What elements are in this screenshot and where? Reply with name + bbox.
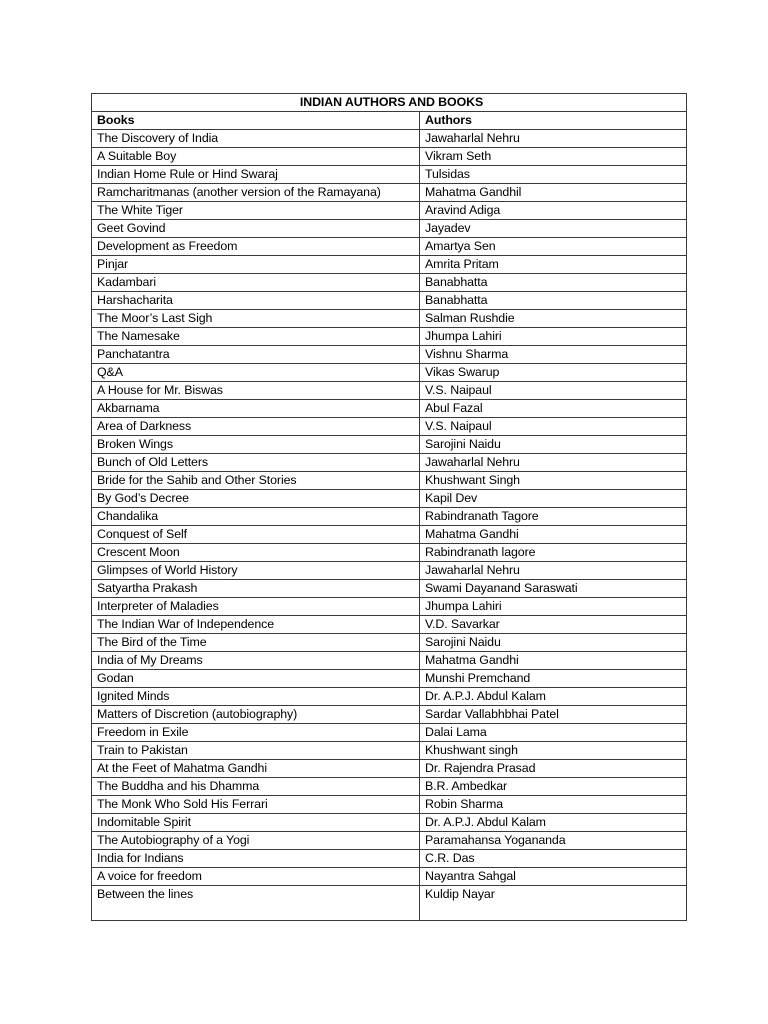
table-row bbox=[92, 256, 687, 274]
book-title-cell: Godan bbox=[92, 670, 420, 688]
author-name-cell: Jawaharlal Nehru bbox=[420, 562, 687, 580]
book-title-cell: A House for Mr. Biswas bbox=[92, 382, 420, 400]
table-row bbox=[92, 688, 687, 706]
book-title-cell: Q&A bbox=[92, 364, 420, 382]
book-title-cell: The Bird of the Time bbox=[92, 634, 420, 652]
table-row bbox=[92, 796, 687, 814]
table-row bbox=[92, 454, 687, 472]
table-row bbox=[92, 742, 687, 760]
table-row bbox=[92, 202, 687, 220]
author-name-cell: Vikas Swarup bbox=[420, 364, 687, 382]
book-title-cell: A Suitable Boy bbox=[92, 148, 420, 166]
authors-column-header: Authors bbox=[420, 112, 687, 130]
table-row bbox=[92, 616, 687, 634]
book-title-cell: Between the lines bbox=[92, 886, 420, 921]
author-name-cell: Robin Sharma bbox=[420, 796, 687, 814]
book-title-cell: The White Tiger bbox=[92, 202, 420, 220]
author-name-cell: Banabhatta bbox=[420, 274, 687, 292]
table-row bbox=[92, 508, 687, 526]
table-row bbox=[92, 580, 687, 598]
table-row bbox=[92, 724, 687, 742]
book-title-cell: Conquest of Self bbox=[92, 526, 420, 544]
author-name-cell: Dr. Rajendra Prasad bbox=[420, 760, 687, 778]
table-row bbox=[92, 148, 687, 166]
book-title-cell: A voice for freedom bbox=[92, 868, 420, 886]
author-name-cell: Salman Rushdie bbox=[420, 310, 687, 328]
author-name-cell: Dr. A.P.J. Abdul Kalam bbox=[420, 688, 687, 706]
author-name-cell: Munshi Premchand bbox=[420, 670, 687, 688]
author-name-cell: Aravind Adiga bbox=[420, 202, 687, 220]
author-name-cell: Dalai Lama bbox=[420, 724, 687, 742]
book-title-cell: Glimpses of World History bbox=[92, 562, 420, 580]
table-row bbox=[92, 292, 687, 310]
book-title-cell: The Namesake bbox=[92, 328, 420, 346]
table-row bbox=[92, 562, 687, 580]
author-name-cell: Kapil Dev bbox=[420, 490, 687, 508]
book-title-cell: Ramcharitmanas (another version of the Ramayana) bbox=[92, 184, 420, 202]
table-row bbox=[92, 778, 687, 796]
author-name-cell: Paramahansa Yogananda bbox=[420, 832, 687, 850]
table-row bbox=[92, 832, 687, 850]
author-name-cell: Abul Fazal bbox=[420, 400, 687, 418]
authors-books-table bbox=[91, 93, 687, 921]
book-title-cell: Area of Darkness bbox=[92, 418, 420, 436]
book-title-cell: Indian Home Rule or Hind Swaraj bbox=[92, 166, 420, 184]
author-name-cell: Sardar Vallabhbhai Patel bbox=[420, 706, 687, 724]
book-title-cell: Matters of Discretion (autobiography) bbox=[92, 706, 420, 724]
table-row bbox=[92, 634, 687, 652]
book-title-cell: Pinjar bbox=[92, 256, 420, 274]
book-title-cell: Bunch of Old Letters bbox=[92, 454, 420, 472]
book-title-cell: Harshacharita bbox=[92, 292, 420, 310]
books-column-header: Books bbox=[92, 112, 420, 130]
book-title-cell: Bride for the Sahib and Other Stories bbox=[92, 472, 420, 490]
author-name-cell: B.R. Ambedkar bbox=[420, 778, 687, 796]
book-title-cell: Train to Pakistan bbox=[92, 742, 420, 760]
author-name-cell: Jhumpa Lahiri bbox=[420, 598, 687, 616]
author-name-cell: Kuldip Nayar bbox=[420, 886, 687, 921]
table-row bbox=[92, 418, 687, 436]
table-row bbox=[92, 598, 687, 616]
book-title-cell: India for Indians bbox=[92, 850, 420, 868]
table-row bbox=[92, 850, 687, 868]
author-name-cell: Rabindranath lagore bbox=[420, 544, 687, 562]
book-title-cell: India of My Dreams bbox=[92, 652, 420, 670]
book-title-cell: Ignited Minds bbox=[92, 688, 420, 706]
table-row bbox=[92, 400, 687, 418]
author-name-cell: Mahatma Gandhil bbox=[420, 184, 687, 202]
book-title-cell: The Indian War of Independence bbox=[92, 616, 420, 634]
book-title-cell: Interpreter of Maladies bbox=[92, 598, 420, 616]
table-row bbox=[92, 706, 687, 724]
book-title-cell: Kadambari bbox=[92, 274, 420, 292]
table-row bbox=[92, 382, 687, 400]
author-name-cell: V.D. Savarkar bbox=[420, 616, 687, 634]
table-row bbox=[92, 868, 687, 886]
table-body bbox=[92, 94, 687, 921]
author-name-cell: Swami Dayanand Saraswati bbox=[420, 580, 687, 598]
book-title-cell: Satyartha Prakash bbox=[92, 580, 420, 598]
table-row bbox=[92, 310, 687, 328]
book-title-cell: The Autobiography of a Yogi bbox=[92, 832, 420, 850]
book-title-cell: Akbarnama bbox=[92, 400, 420, 418]
author-name-cell: Jawaharlal Nehru bbox=[420, 130, 687, 148]
author-name-cell: Khushwant Singh bbox=[420, 472, 687, 490]
author-name-cell: Nayantra Sahgal bbox=[420, 868, 687, 886]
author-name-cell: V.S. Naipaul bbox=[420, 382, 687, 400]
book-title-cell: The Monk Who Sold His Ferrari bbox=[92, 796, 420, 814]
author-name-cell: Jawaharlal Nehru bbox=[420, 454, 687, 472]
table-row bbox=[92, 274, 687, 292]
author-name-cell: Sarojini Naidu bbox=[420, 436, 687, 454]
author-name-cell: Jayadev bbox=[420, 220, 687, 238]
table-row bbox=[92, 166, 687, 184]
book-title-cell: Indomitable Spirit bbox=[92, 814, 420, 832]
author-name-cell: Amartya Sen bbox=[420, 238, 687, 256]
header-row bbox=[92, 112, 687, 130]
author-name-cell: Banabhatta bbox=[420, 292, 687, 310]
book-title-cell: Broken Wings bbox=[92, 436, 420, 454]
table-row bbox=[92, 652, 687, 670]
table-row bbox=[92, 670, 687, 688]
author-name-cell: Tulsidas bbox=[420, 166, 687, 184]
book-title-cell: At the Feet of Mahatma Gandhi bbox=[92, 760, 420, 778]
book-title-cell: Freedom in Exile bbox=[92, 724, 420, 742]
book-title-cell: Crescent Moon bbox=[92, 544, 420, 562]
table-row bbox=[92, 490, 687, 508]
book-title-cell: Chandalika bbox=[92, 508, 420, 526]
table-row bbox=[92, 184, 687, 202]
book-title-cell: Panchatantra bbox=[92, 346, 420, 364]
title-row bbox=[92, 94, 687, 112]
author-name-cell: Vikram Seth bbox=[420, 148, 687, 166]
table-row bbox=[92, 544, 687, 562]
table-row bbox=[92, 814, 687, 832]
author-name-cell: Dr. A.P.J. Abdul Kalam bbox=[420, 814, 687, 832]
author-name-cell: C.R. Das bbox=[420, 850, 687, 868]
table-row bbox=[92, 328, 687, 346]
author-name-cell: Khushwant singh bbox=[420, 742, 687, 760]
author-name-cell: Jhumpa Lahiri bbox=[420, 328, 687, 346]
book-title-cell: The Moor’s Last Sigh bbox=[92, 310, 420, 328]
author-name-cell: Sarojini Naidu bbox=[420, 634, 687, 652]
table-row bbox=[92, 130, 687, 148]
book-title-cell: Development as Freedom bbox=[92, 238, 420, 256]
book-title-cell: The Discovery of India bbox=[92, 130, 420, 148]
table-title: INDIAN AUTHORS AND BOOKS bbox=[92, 94, 687, 112]
table-row bbox=[92, 760, 687, 778]
table-row bbox=[92, 238, 687, 256]
book-title-cell: Geet Govind bbox=[92, 220, 420, 238]
table-row bbox=[92, 364, 687, 382]
table-row bbox=[92, 526, 687, 544]
author-name-cell: Mahatma Gandhi bbox=[420, 526, 687, 544]
table-row bbox=[92, 346, 687, 364]
author-name-cell: V.S. Naipaul bbox=[420, 418, 687, 436]
author-name-cell: Amrita Pritam bbox=[420, 256, 687, 274]
author-name-cell: Rabindranath Tagore bbox=[420, 508, 687, 526]
book-title-cell: By God’s Decree bbox=[92, 490, 420, 508]
author-name-cell: Mahatma Gandhi bbox=[420, 652, 687, 670]
table-row bbox=[92, 220, 687, 238]
book-title-cell: The Buddha and his Dhamma bbox=[92, 778, 420, 796]
table-row bbox=[92, 436, 687, 454]
author-name-cell: Vishnu Sharma bbox=[420, 346, 687, 364]
table-row bbox=[92, 472, 687, 490]
table-row bbox=[92, 886, 687, 921]
